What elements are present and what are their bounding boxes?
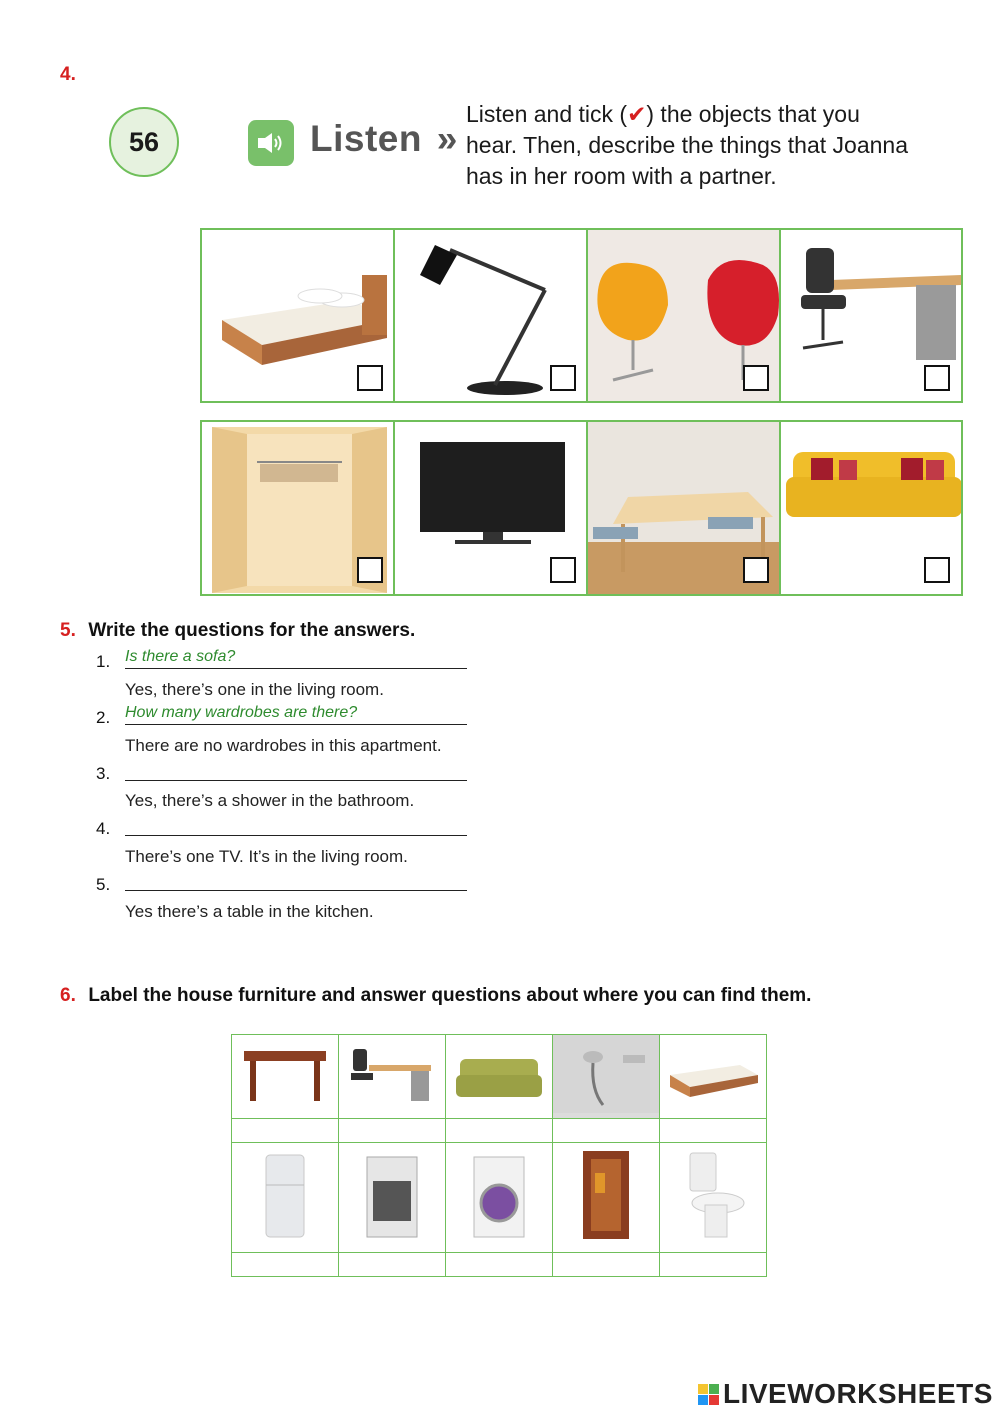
exercise-6-title: Label the house furniture and answer questions about where you can find them. <box>88 985 812 1006</box>
instruction-part2: ) the objects that you hear. Then, describe the things that Joanna has in her room with a partner. <box>466 101 908 189</box>
exercise-5-heading <box>60 620 415 642</box>
tick-box-lamp[interactable] <box>550 365 576 391</box>
exercise-5-number: 5. <box>60 620 76 641</box>
question-input[interactable] <box>125 815 467 836</box>
label-input[interactable] <box>446 1253 553 1277</box>
image-armchairs <box>586 228 781 403</box>
washing-machine-icon <box>446 1143 552 1247</box>
item-number: 4. <box>96 819 111 838</box>
tick-box-armchairs[interactable] <box>743 365 769 391</box>
furniture-image-wardrobe <box>553 1143 660 1253</box>
exercise-4-instruction <box>466 99 916 192</box>
sofa-icon <box>446 1035 552 1113</box>
office-desk-icon <box>339 1035 445 1113</box>
image-wardrobe <box>200 420 395 596</box>
furniture-image-office-desk <box>339 1035 446 1119</box>
label-input[interactable] <box>660 1253 767 1277</box>
label-input[interactable] <box>339 1119 446 1143</box>
question-input[interactable] <box>125 760 467 781</box>
track-badge <box>109 107 179 177</box>
furniture-image-washing-machine <box>446 1143 553 1253</box>
furniture-image-fridge <box>232 1143 339 1253</box>
answer-text: There are no wardrobes in this apartment. <box>125 736 442 755</box>
liveworksheets-logo-icon <box>698 1384 719 1405</box>
speaker-icon[interactable] <box>248 120 294 166</box>
tick-box-bed[interactable] <box>357 365 383 391</box>
exercise-6-heading <box>60 985 811 1007</box>
shower-icon <box>553 1035 659 1113</box>
answer-text: Yes there’s a table in the kitchen. <box>125 902 374 921</box>
answer-text: Yes, there’s a shower in the bathroom. <box>125 791 415 810</box>
item-number: 2. <box>96 708 111 727</box>
image-sofa <box>779 420 963 596</box>
image-tv <box>393 420 588 596</box>
tick-box-office-desk[interactable] <box>924 365 950 391</box>
answer-text: There’s one TV. It’s in the living room. <box>125 847 408 866</box>
furniture-image-cooker <box>339 1143 446 1253</box>
furniture-image-table <box>232 1035 339 1119</box>
furniture-label-table <box>231 1034 767 1277</box>
question-input[interactable]: How many wardrobes are there? <box>125 704 467 725</box>
furniture-image-shower <box>553 1035 660 1119</box>
question-input[interactable] <box>125 870 467 891</box>
fridge-icon <box>232 1143 338 1247</box>
item-number: 5. <box>96 875 111 894</box>
label-input[interactable] <box>553 1119 660 1143</box>
image-office-desk <box>779 228 963 403</box>
tick-box-tv[interactable] <box>550 557 576 583</box>
cooker-icon <box>339 1143 445 1247</box>
label-input[interactable] <box>339 1253 446 1277</box>
label-input[interactable] <box>232 1253 339 1277</box>
label-input[interactable] <box>553 1253 660 1277</box>
liveworksheets-logo[interactable] <box>698 1378 993 1410</box>
liveworksheets-logo-text: LIVEWORKSHEETS <box>723 1378 993 1409</box>
furniture-image-toilet <box>660 1143 767 1253</box>
image-dining-table <box>586 420 781 596</box>
label-input[interactable] <box>446 1119 553 1143</box>
question-input[interactable]: Is there a sofa? <box>125 648 467 669</box>
tick-box-sofa[interactable] <box>924 557 950 583</box>
furniture-image-sofa <box>446 1035 553 1119</box>
track-number: 56 <box>128 126 160 157</box>
listen-label <box>310 118 458 160</box>
listen-text: Listen <box>310 118 422 159</box>
label-input[interactable] <box>660 1119 767 1143</box>
tick-box-wardrobe[interactable] <box>357 557 383 583</box>
instruction-part1: Listen and tick ( <box>466 101 628 127</box>
bed-icon <box>660 1035 766 1113</box>
toilet-icon <box>660 1143 766 1247</box>
check-icon: ✔ <box>627 101 647 127</box>
exercise-5-title: Write the questions for the answers. <box>88 620 416 641</box>
listen-arrow: » <box>436 118 458 159</box>
furniture-image-bed <box>660 1035 767 1119</box>
wardrobe-icon <box>553 1143 659 1247</box>
answer-text: Yes, there’s one in the living room. <box>125 680 384 699</box>
image-lamp <box>393 228 588 403</box>
image-bed <box>200 228 395 403</box>
item-number: 1. <box>96 652 111 671</box>
item-number: 3. <box>96 764 111 783</box>
exercise-6-number: 6. <box>60 985 76 1006</box>
table-icon <box>232 1035 338 1113</box>
exercise-4-number: 4. <box>60 64 76 85</box>
tick-box-dining-table[interactable] <box>743 557 769 583</box>
label-input[interactable] <box>232 1119 339 1143</box>
